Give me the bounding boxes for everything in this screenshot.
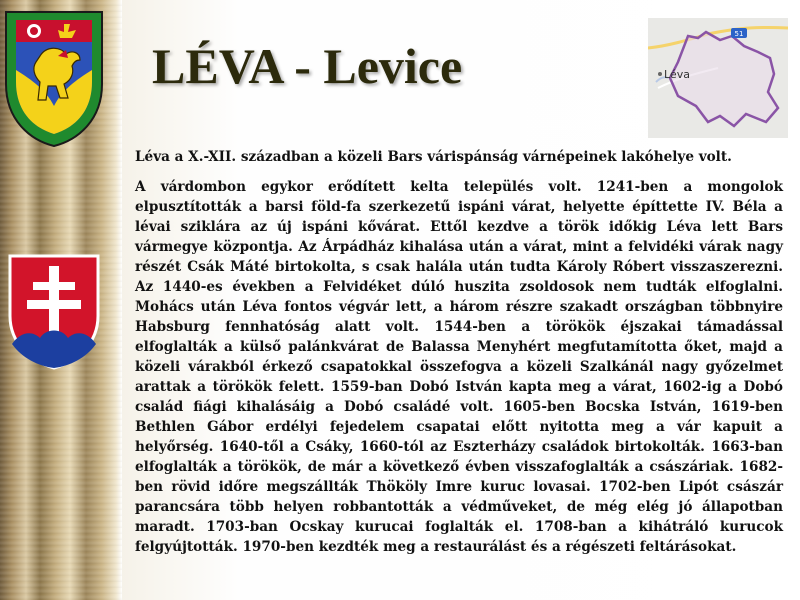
map-place-label: Léva [664, 68, 690, 81]
page-title: LÉVA - Levice [152, 38, 463, 94]
history-paragraph: A várdombon egykor erődített kelta település volt. 1241-ben a mongolok elpusztították a barsi föld-fa szerkezetű ispáni várat, helyette építtette IV. Béla a lévai sziklára az új ispáni kővárat. Ettől kezdve a török időkig Léva lett Bars vármegye központja. Az Árpádház kihalása után a várat, mint a felvidéki várak nagy részét Csák Máté birtokolta, s csak halála után tudta Károly Róbert visszaszerezni. Az 1440-es években a Felvidéket dúló huszita zsoldosok nem tudták elfoglalni. Mohács után Léva fontos végvár lett, a három részre szakadt országban többnyire Habsburg fennhatóság alatt volt. 1544-ben a törökök éjszakai támadással elfoglalták a külső palánkvárat de Balassa Menyhért megfutamította őket, majd a közeli várakból érkező csapatokkal összefogva a közeli Szalkánál nagy győzelmet arattak a törökök felett. 1559-ban Dobó István kapta meg a várat, 1602-ig a Dobó család fiági kihalásáig a Dobó családé volt. 1605-ben Bocska István, 1619-ben Bethlen Gábor erdélyi fejedelem csapatai előtt nyitotta meg a vár kapuit a helyőrség. 1640-től a Csáky, 1660-tól az Eszterházy családok birtokolták. 1663-ban elfoglalták a törökök, de már a következő évben visszafoglalták a császáriak. 1682-ben rövid időre megszállták Thököly Imre kuruc lovasai. 1702-ben Lipót császár parancsára több helyen robbantották a védműveket, de még elég jó állapotban maradt. 1703-ban Ocskay kurucai foglalták el. 1708-ban a kihátráló kurucok felgyújtották. 1970-ben kezdték meg a restaurálást és a régészeti feltárásokat. [135, 179, 783, 555]
bars-county-coat-of-arms-icon [2, 10, 106, 148]
slovak-coat-of-arms-icon [6, 252, 102, 372]
intro-paragraph: Léva a X.-XII. században a közeli Bars várispánság várnépeinek lakóhelye volt. [135, 149, 732, 165]
location-map [648, 18, 788, 138]
map-road-number: 51 [734, 30, 744, 38]
